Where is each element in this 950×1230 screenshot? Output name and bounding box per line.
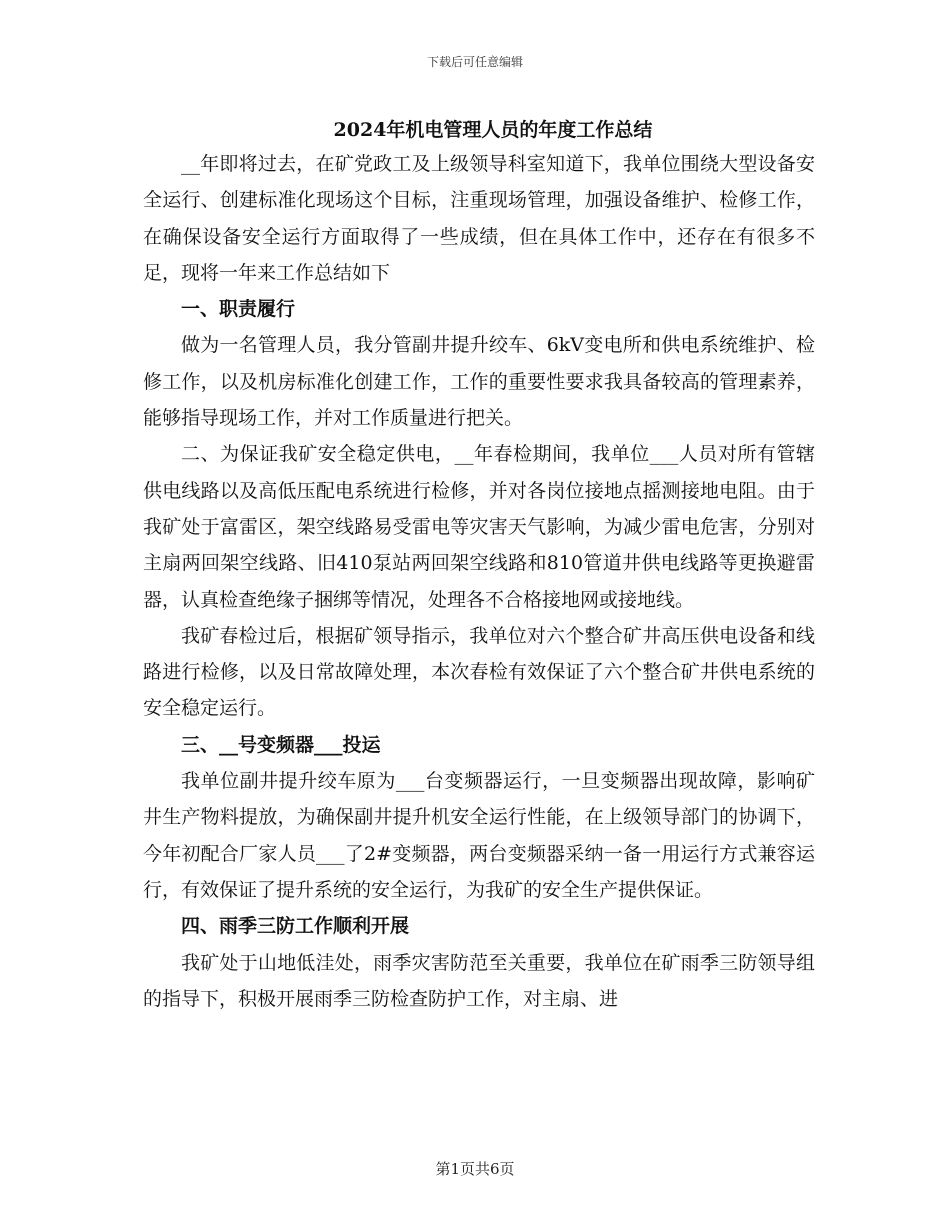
paragraph: 二、为保证我矿安全稳定供电，__年春检期间，我单位___人员对所有管辖供电线路以及高低压配电系统进行检修，并对各岗位接地点摇测接地电阻。由于我矿处于富雷区，架空线路易受雷电等灾害天气影响，为减少雷电危害，分别对主扇两回架空线路、旧410泵站两回架空线路和810管道井供电线路等更换避雷器，认真检查绝缘子捆绑等情况，处理各不合格接地网或接地线。 <box>143 443 815 611</box>
page-header-note: 下载后可任意编辑 <box>426 55 523 69</box>
section-heading: 三、__号变频器___投运 <box>181 733 381 756</box>
paragraph: __年即将过去，在矿党政工及上级领导科室知道下，我单位围绕大型设备安全运行、创建标准化现场这个目标，注重现场管理，加强设备维护、检修工作，在确保设备安全运行方面取得了一些成绩，但在具体工作中，还存在有很多不足，现将一年来工作总结如下 <box>143 153 815 284</box>
page-number: 第1页共6页 <box>435 1160 515 1178</box>
section-heading: 四、雨季三防工作顺利开展 <box>181 915 410 938</box>
paragraph: 我单位副井提升绞车原为___台变频器运行，一旦变频器出现故障，影响矿井生产物料提放，为确保副井提升机安全运行性能，在上级领导部门的协调下，今年初配合厂家人员___了2#变频器，两台变频器采纳一备一用运行方式兼容运行，有效保证了提升系统的安全运行，为我矿的安全生产提供保证。 <box>143 770 815 901</box>
document-title: 2024年机电管理人员的年度工作总结 <box>333 119 653 141</box>
section-heading: 一、职责履行 <box>181 298 296 321</box>
paragraph: 我矿处于山地低洼处，雨季灾害防范至关重要，我单位在矿雨季三防领导组的指导下，积极开展雨季三防检查防护工作，对主扇、进 <box>143 951 815 1010</box>
paragraph: 我矿春检过后，根据矿领导指示，我单位对六个整合矿井高压供电设备和线路进行检修，以及日常故障处理，本次春检有效保证了六个整合矿井供电系统的安全稳定运行。 <box>143 624 815 720</box>
paragraph: 做为一名管理人员，我分管副井提升绞车、6kV变电所和供电系统维护、检修工作，以及机房标准化创建工作，工作的重要性要求我具备较高的管理素养，能够指导现场工作，并对工作质量进行把关。 <box>143 334 815 430</box>
document-body <box>143 114 815 1017</box>
